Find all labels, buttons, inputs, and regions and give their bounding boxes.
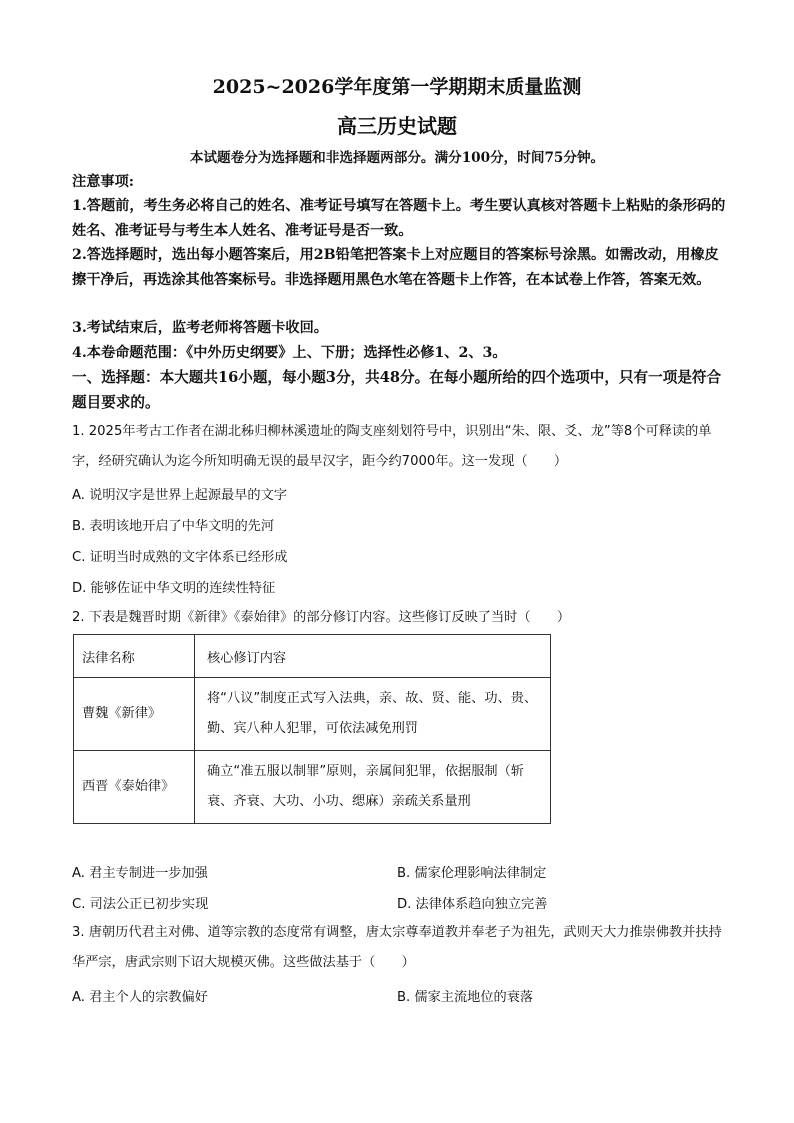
table-cell: 西晋《泰始律》 <box>74 751 195 824</box>
table-row <box>74 751 551 824</box>
question-3-option-b: B. 儒家主流地位的衰落 <box>397 990 534 1005</box>
note-item-3: 3.考试结束后，监考老师将答题卡收回。 <box>72 320 328 336</box>
law-revision-table <box>73 634 551 824</box>
table-row <box>74 678 551 751</box>
question-3-stem: 3. 唐朝历代君主对佛、道等宗教的态度常有调整，唐太宗尊奉道教并奉老子为祖先，武则天大力推崇佛教并扶持华严宗，唐武宗则下诏大规模灭佛。这些做法基于（ ） <box>72 925 722 970</box>
question-1-option-b: B. 表明该地开启了中华文明的先河 <box>72 519 275 534</box>
note-item-2: 2.答选择题时，选出每小题答案后，用2B铅笔把答案卡上对应题目的答案标号涂黑。如需改动，用橡皮擦干净后，再选涂其他答案标号。非选择题用黑色水笔在答题卡上作答，在本试卷上作答，答案无效。 <box>72 247 719 288</box>
table-cell: 曹魏《新律》 <box>74 678 195 751</box>
question-2-option-b: B. 儒家伦理影响法律制定 <box>397 866 547 881</box>
exam-subtitle: 高三历史试题 <box>337 114 457 138</box>
exam-title: 2025~2026学年度第一学期期末质量监测 <box>212 76 582 98</box>
question-1-option-d: D. 能够佐证中华文明的连续性特征 <box>72 581 276 596</box>
question-1-option-a: A. 说明汉字是世界上起源最早的文字 <box>72 488 287 503</box>
table-cell: 将“八议”制度正式写入法典，亲、故、贤、能、功、贵、勤、宾八种人犯罪，可依法减免刑罚 <box>195 678 551 751</box>
note-item-4: 4.本卷命题范围：《中外历史纲要》上、下册；选择性必修1、2、3。 <box>72 345 507 361</box>
section-heading: 一、选择题：本大题共16小题，每小题3分，共48分。在每小题所给的四个选项中，只有一项是符合题目要求的。 <box>72 369 722 411</box>
question-2-stem: 2. 下表是魏晋时期《新律》《泰始律》的部分修订内容。这些修订反映了当时（ ） <box>72 610 571 625</box>
question-3-option-a: A. 君主个人的宗教偏好 <box>72 990 208 1005</box>
note-item-1: 1.答题前，考生务必将自己的姓名、准考证号填写在答题卡上。考生要认真核对答题卡上粘贴的条形码的姓名、准考证号与考生本人姓名、准考证号是否一致。 <box>72 198 726 239</box>
question-2-option-a: A. 君主专制进一步加强 <box>72 866 208 881</box>
table-header-row <box>74 635 551 678</box>
table-cell: 确立“准五服以制罪”原则，亲属间犯罪，依据服制（斩衰、齐衰、大功、小功、缌麻）亲疏关系量刑 <box>195 751 551 824</box>
question-2-option-c: C. 司法公正已初步实现 <box>72 897 209 912</box>
exam-intro: 本试题卷分为选择题和非选择题两部分。满分100分，时间75分钟。 <box>189 150 605 166</box>
question-1-stem: 1. 2025年考古工作者在湖北秭归柳林溪遗址的陶支座刻划符号中，识别出“朱、限、爻、龙”等8个可释读的单字，经研究确认为迄今所知明确无误的最早汉字，距今约7000年。这一发现（ ） <box>72 424 712 469</box>
table-header-cell: 核心修订内容 <box>195 635 551 678</box>
table-header-cell: 法律名称 <box>74 635 195 678</box>
question-2-option-d: D. 法律体系趋向独立完善 <box>397 897 548 912</box>
notes-heading: 注意事项: <box>72 174 134 190</box>
question-1-option-c: C. 证明当时成熟的文字体系已经形成 <box>72 550 288 565</box>
